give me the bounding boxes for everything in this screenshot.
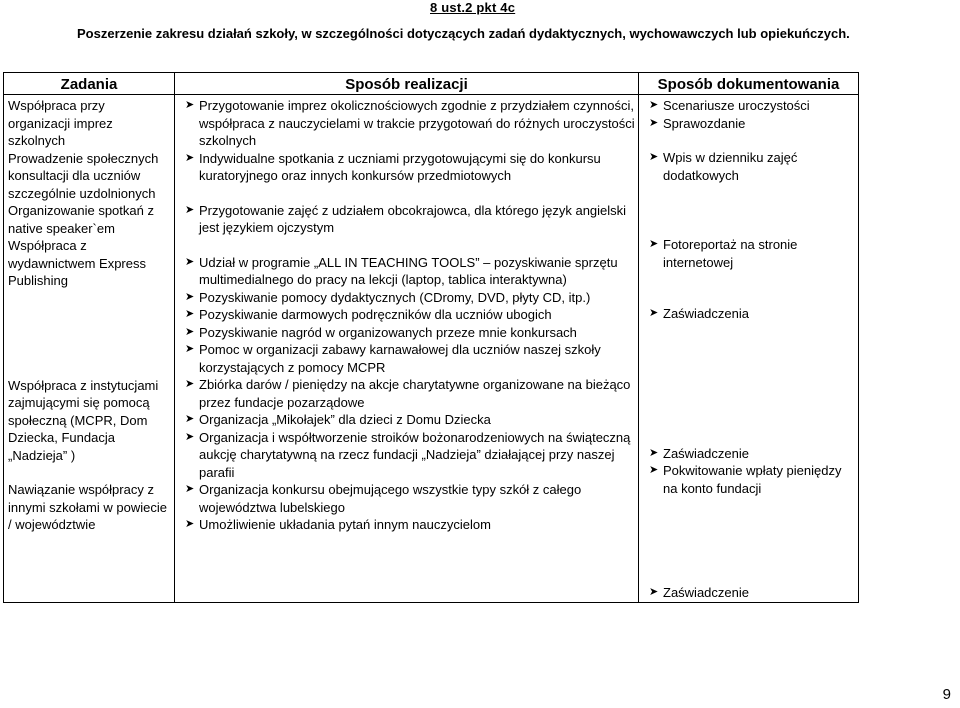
list-item: ➤ Wpis w dzienniku zajęć dodatkowych bbox=[643, 149, 858, 184]
page-number: 9 bbox=[942, 686, 951, 703]
list-item: ➤ Pomoc w organizacji zabawy karnawałowej dla uczniów naszej szkoły korzystających z pomocy MCPR bbox=[179, 341, 638, 376]
arrowhead-bullet-icon: ➤ bbox=[649, 99, 659, 111]
arrowhead-bullet-icon: ➤ bbox=[185, 151, 195, 164]
list-item: ➤ Udział w programie „ALL IN TEACHING TOOLS” – pozyskiwanie sprzętu multimedialnego do pracy na lekcji (laptop, tablica interaktywna) bbox=[179, 254, 638, 289]
methods-column bbox=[175, 95, 639, 603]
documentation-column bbox=[639, 95, 859, 603]
arrowhead-bullet-icon: ➤ bbox=[185, 325, 195, 338]
arrowhead-bullet-icon: ➤ bbox=[649, 464, 659, 476]
arrowhead-bullet-icon: ➤ bbox=[185, 203, 195, 216]
list-item: ➤ Sprawozdanie bbox=[643, 115, 858, 133]
task-item: Współpraca przy organizacji imprez szkolnych bbox=[8, 98, 113, 148]
list-item: ➤ Pozyskiwanie darmowych podręczników dla uczniów ubogich bbox=[179, 306, 638, 324]
list-item: ➤ Fotoreportaż na stronie internetowej bbox=[643, 236, 858, 271]
list-item: ➤ Zaświadczenie bbox=[643, 584, 858, 602]
task-item: Organizowanie spotkań z native speaker`em bbox=[8, 203, 154, 236]
arrowhead-bullet-icon: ➤ bbox=[185, 518, 195, 530]
header-documentation: Sposób dokumentowania bbox=[639, 73, 859, 95]
activity-table bbox=[3, 72, 859, 603]
arrowhead-bullet-icon: ➤ bbox=[185, 430, 195, 443]
arrowhead-bullet-icon: ➤ bbox=[649, 116, 659, 129]
table-header-row bbox=[4, 73, 859, 95]
tasks-column bbox=[4, 95, 175, 603]
paragraph-reference: 8 ust.2 pkt 4c bbox=[430, 0, 516, 15]
task-item: Nawiązanie współpracy z innymi szkołami w powiecie / województwie bbox=[8, 482, 167, 532]
arrowhead-bullet-icon: ➤ bbox=[649, 238, 659, 250]
list-item: ➤ Zaświadczenia bbox=[643, 305, 858, 323]
list-item: ➤ Scenariusze uroczystości bbox=[643, 97, 858, 115]
task-item: Współpraca z wydawnictwem Express Publishing bbox=[8, 238, 146, 288]
arrowhead-bullet-icon: ➤ bbox=[185, 99, 195, 111]
list-item: ➤ Przygotowanie imprez okolicznościowych zgodnie z przydziałem czynności, współpraca z nauczycielami w trakcie przygotowań do różnych uroczystości szkolnych bbox=[179, 97, 638, 150]
arrowhead-bullet-icon: ➤ bbox=[185, 413, 195, 425]
arrowhead-bullet-icon: ➤ bbox=[185, 255, 195, 268]
task-item: Współpraca z instytucjami zajmującymi się pomocą społeczną (MCPR, Dom Dziecka, Fundacja „Nadzieja” ) bbox=[8, 377, 159, 463]
arrowhead-bullet-icon: ➤ bbox=[185, 483, 195, 495]
list-item: ➤ Indywidualne spotkania z uczniami przygotowującymi się do konkursu kuratoryjnego oraz innych konkursów przedmiotowych bbox=[179, 150, 638, 185]
list-item: ➤ Zbiórka darów / pieniędzy na akcje charytatywne organizowane na bieżąco przez fundacje pozarządowe bbox=[179, 376, 638, 411]
arrowhead-bullet-icon: ➤ bbox=[185, 378, 195, 390]
list-item: ➤ Zaświadczenie bbox=[643, 445, 858, 463]
list-item: ➤ Organizacja „Mikołajek” dla dzieci z Domu Dziecka bbox=[179, 411, 638, 429]
list-item: ➤ Przygotowanie zajęć z udziałem obcokrajowca, dla którego język angielski jest językiem ojczystym bbox=[179, 202, 638, 237]
arrowhead-bullet-icon: ➤ bbox=[649, 586, 659, 598]
list-item: ➤ Pozyskiwanie pomocy dydaktycznych (CDromy, DVD, płyty CD, itp.) bbox=[179, 289, 638, 307]
table-row bbox=[4, 95, 859, 603]
section-subtitle: Poszerzenie zakresu działań szkoły, w szczególności dotyczących zadań dydaktycznych, wychowawczych lub opiekuńczych. bbox=[77, 26, 850, 41]
arrowhead-bullet-icon: ➤ bbox=[185, 290, 195, 303]
list-item: ➤ Pokwitowanie wpłaty pieniędzy na konto fundacji bbox=[643, 462, 858, 497]
header-tasks: Zadania bbox=[4, 73, 175, 95]
arrowhead-bullet-icon: ➤ bbox=[185, 343, 195, 355]
list-item: ➤ Organizacja i współtworzenie stroików bożonarodzeniowych na świąteczną aukcję charytatywną na rzecz fundacji „Nadzieja” działającej przy naszej parafii bbox=[179, 429, 638, 482]
arrowhead-bullet-icon: ➤ bbox=[185, 308, 195, 320]
list-item: ➤ Pozyskiwanie nagród w organizowanych przeze mnie konkursach bbox=[179, 324, 638, 342]
arrowhead-bullet-icon: ➤ bbox=[649, 151, 659, 163]
arrowhead-bullet-icon: ➤ bbox=[649, 446, 659, 459]
list-item: ➤ Organizacja konkursu obejmującego wszystkie typy szkół z całego województwa lubelskiego bbox=[179, 481, 638, 516]
list-item: ➤ Umożliwienie układania pytań innym nauczycielom bbox=[179, 516, 638, 534]
header-methods: Sposób realizacji bbox=[175, 73, 639, 95]
arrowhead-bullet-icon: ➤ bbox=[649, 307, 659, 319]
task-item: Prowadzenie społecznych konsultacji dla uczniów szczególnie uzdolnionych bbox=[8, 150, 159, 201]
